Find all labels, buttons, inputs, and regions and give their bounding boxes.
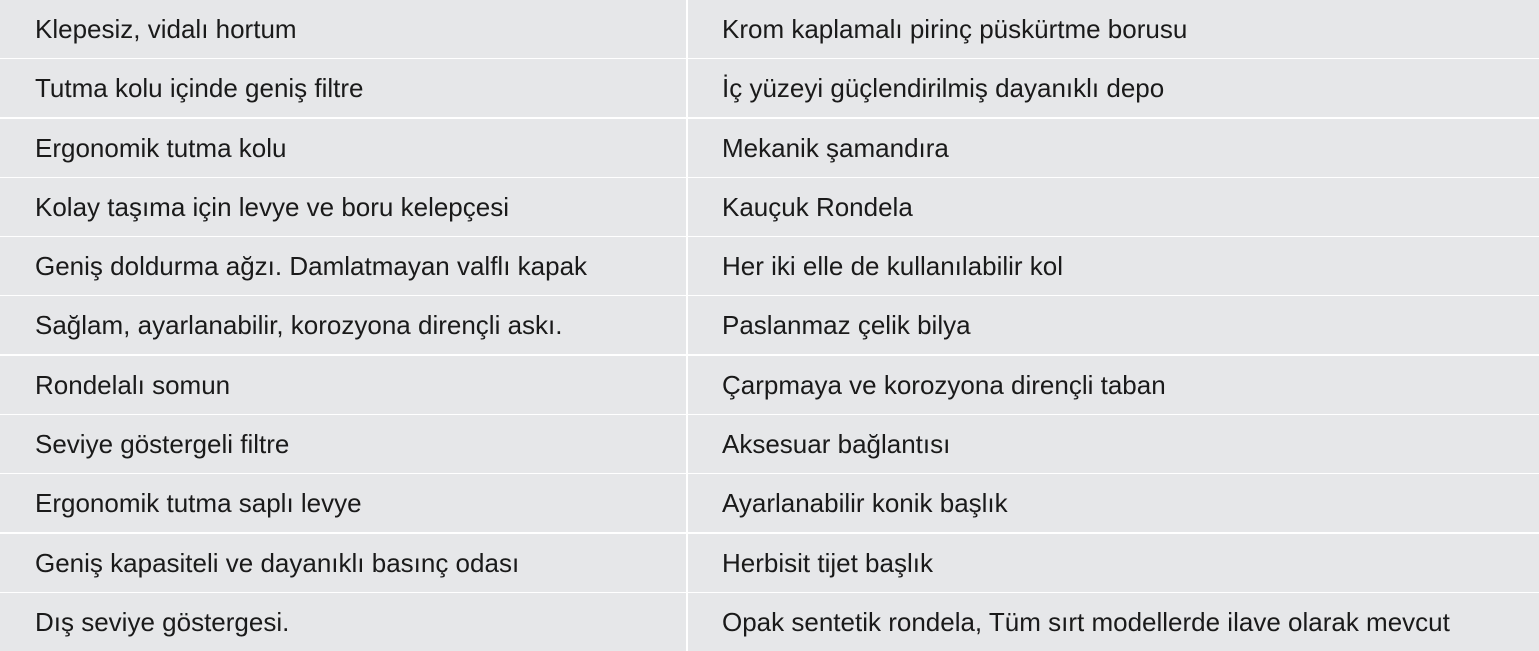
feature-cell: Kolay taşıma için levye ve boru kelepçesi bbox=[0, 178, 686, 236]
feature-cell: Herbisit tijet başlık bbox=[688, 534, 1539, 592]
feature-cell: Ayarlanabilir konik başlık bbox=[688, 474, 1539, 532]
feature-cell: Tutma kolu içinde geniş filtre bbox=[0, 59, 686, 117]
feature-cell: Paslanmaz çelik bilya bbox=[688, 296, 1539, 354]
feature-cell: Dış seviye göstergesi. bbox=[0, 593, 686, 651]
feature-cell: Opak sentetik rondela, Tüm sırt modellerde ilave olarak mevcut bbox=[688, 593, 1539, 651]
feature-cell: Ergonomik tutma saplı levye bbox=[0, 474, 686, 532]
feature-cell: Kauçuk Rondela bbox=[688, 178, 1539, 236]
feature-cell: Rondelalı somun bbox=[0, 356, 686, 414]
feature-cell: Sağlam, ayarlanabilir, korozyona dirençli askı. bbox=[0, 296, 686, 354]
feature-cell: Seviye göstergeli filtre bbox=[0, 415, 686, 473]
feature-cell: Klepesiz, vidalı hortum bbox=[0, 0, 686, 58]
feature-cell: Aksesuar bağlantısı bbox=[688, 415, 1539, 473]
feature-cell: Ergonomik tutma kolu bbox=[0, 119, 686, 177]
feature-cell: İç yüzeyi güçlendirilmiş dayanıklı depo bbox=[688, 59, 1539, 117]
feature-cell: Geniş kapasiteli ve dayanıklı basınç odası bbox=[0, 534, 686, 592]
feature-cell: Her iki elle de kullanılabilir kol bbox=[688, 237, 1539, 295]
feature-cell: Çarpmaya ve korozyona dirençli taban bbox=[688, 356, 1539, 414]
feature-cell: Mekanik şamandıra bbox=[688, 119, 1539, 177]
feature-cell: Krom kaplamalı pirinç püskürtme borusu bbox=[688, 0, 1539, 58]
feature-cell: Geniş doldurma ağzı. Damlatmayan valflı kapak bbox=[0, 237, 686, 295]
